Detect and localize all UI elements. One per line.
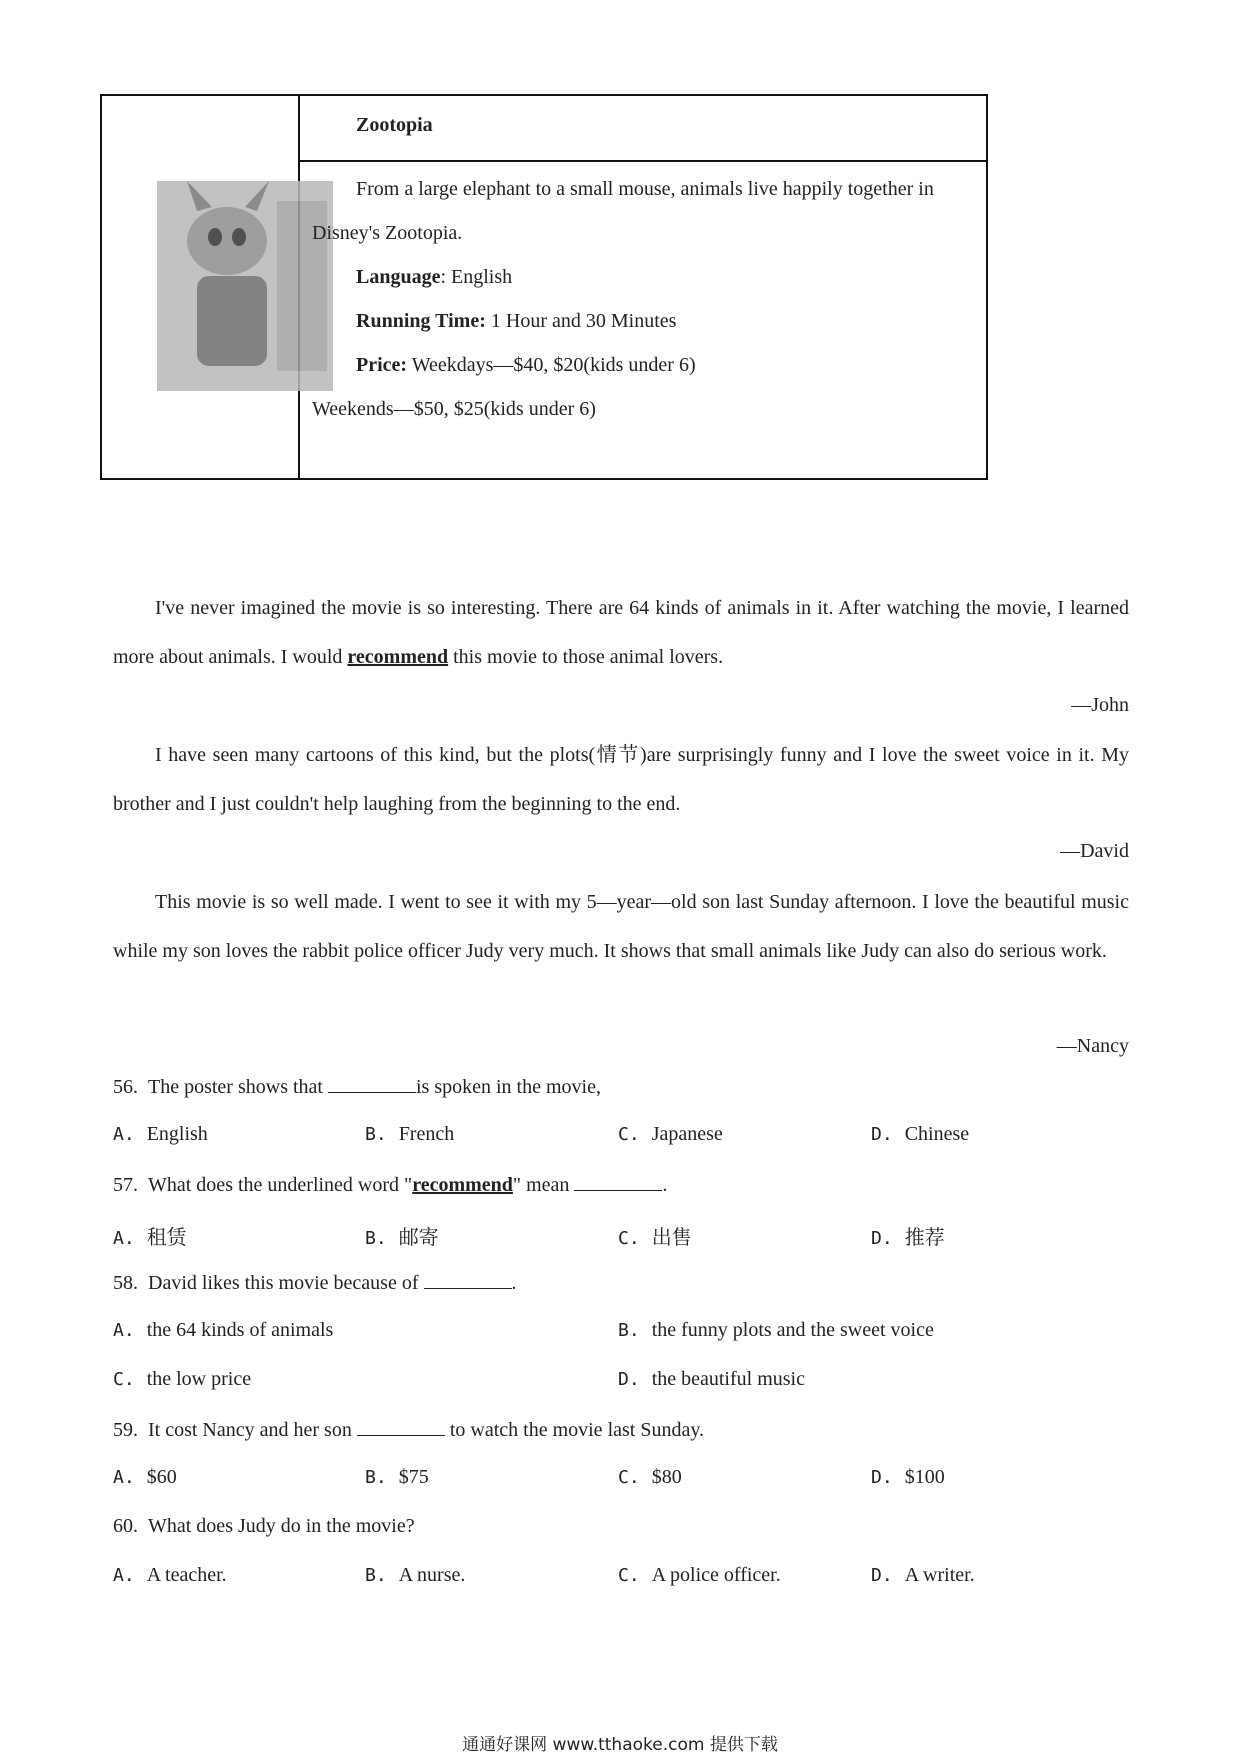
poster-price-weekends: Weekends—$50, $25(kids under 6) (312, 398, 596, 420)
question-60 (113, 1515, 415, 1538)
option-a[interactable]: A. A teacher. (113, 1564, 227, 1586)
answer-blank (574, 1172, 662, 1191)
option-c[interactable]: C. Japanese (618, 1123, 723, 1145)
review-author: —Nancy (1056, 1035, 1129, 1057)
underlined-word: recommend (412, 1174, 513, 1196)
price-weekdays: Weekdays—$40, $20(kids under 6) (407, 354, 696, 376)
poster-description-line2: Disney's Zootopia. (312, 222, 463, 244)
review-text: This movie is so well made. I went to see it with my 5—year—old son last Sunday afternoon. I love the beautiful music while my son loves the rabbit police officer Judy very much. It shows that small animals like Judy can also do serious work. (113, 891, 1129, 962)
question-58 (113, 1270, 517, 1295)
review-author: —John (1071, 694, 1129, 716)
answer-blank (357, 1417, 445, 1436)
question-59 (113, 1417, 704, 1442)
option-d[interactable]: D. A writer. (871, 1564, 975, 1586)
option-a[interactable]: A. $60 (113, 1466, 177, 1488)
poster-running-time (356, 310, 676, 333)
option-a[interactable]: A. English (113, 1123, 208, 1145)
language-value: : English (440, 266, 513, 288)
question-text: is spoken in the movie, (415, 1076, 601, 1098)
option-a[interactable]: A. the 64 kinds of animals (113, 1319, 334, 1341)
question-text: The poster shows that (148, 1076, 328, 1098)
question-text: David likes this movie because of (148, 1272, 424, 1294)
option-c[interactable]: C. $80 (618, 1466, 682, 1488)
question-number: 57. (113, 1174, 138, 1196)
question-number: 59. (113, 1419, 138, 1441)
review-john (113, 584, 1129, 681)
option-b[interactable]: B. $75 (365, 1466, 429, 1488)
poster-language (356, 266, 512, 289)
answer-blank (328, 1074, 416, 1093)
review-david (113, 731, 1129, 828)
underlined-word: recommend (347, 645, 449, 668)
poster-divider-horizontal (298, 160, 986, 162)
option-d[interactable]: D. 推荐 (871, 1227, 945, 1249)
movie-still-image (157, 181, 333, 391)
poster-title: Zootopia (356, 114, 433, 136)
language-label: Language (356, 266, 441, 288)
poster-price (356, 354, 696, 377)
option-b[interactable]: B. the funny plots and the sweet voice (618, 1319, 934, 1341)
option-c[interactable]: C. A police officer. (618, 1564, 781, 1586)
movie-poster (100, 94, 988, 480)
page-footer: 通通好课网 www.tthaoke.com 提供下载 (462, 1735, 778, 1755)
question-text: . (662, 1174, 668, 1196)
option-d[interactable]: D. the beautiful music (618, 1368, 805, 1390)
question-56 (113, 1074, 601, 1099)
question-number: 58. (113, 1272, 138, 1294)
option-c[interactable]: C. the low price (113, 1368, 252, 1390)
review-text: I have seen many cartoons of this kind, but the plots(情节)are surprisingly funny and I love the sweet voice in it. My brother and I just couldn't help laughing from the beginning to the end. (113, 744, 1129, 815)
running-time-label: Running Time: (356, 310, 486, 332)
question-text: " mean (512, 1174, 575, 1196)
running-time-value: 1 Hour and 30 Minutes (485, 310, 677, 332)
question-text: to watch the movie last Sunday. (444, 1419, 705, 1441)
option-a[interactable]: A. 租赁 (113, 1227, 187, 1249)
question-number: 60. (113, 1515, 138, 1537)
option-c[interactable]: C. 出售 (618, 1227, 692, 1249)
question-57 (113, 1172, 667, 1197)
poster-description-line1: From a large elephant to a small mouse, animals live happily together in (356, 178, 934, 200)
question-text: What does Judy do in the movie? (148, 1515, 415, 1537)
option-d[interactable]: D. $100 (871, 1466, 945, 1488)
question-text: . (511, 1272, 517, 1294)
option-b[interactable]: B. French (365, 1123, 455, 1145)
option-b[interactable]: B. A nurse. (365, 1564, 466, 1586)
review-text: I've never imagined the movie is so interesting. There are 64 kinds of animals in it. After watching the movie, I learned more about animals. I would (113, 597, 1129, 668)
option-b[interactable]: B. 邮寄 (365, 1227, 439, 1249)
question-text: It cost Nancy and her son (148, 1419, 357, 1441)
question-number: 56. (113, 1076, 138, 1098)
answer-blank (424, 1270, 512, 1289)
review-nancy (113, 878, 1129, 975)
review-text: this movie to those animal lovers. (448, 645, 724, 668)
option-d[interactable]: D. Chinese (871, 1123, 970, 1145)
review-author: —David (1060, 840, 1129, 862)
price-label: Price: (356, 354, 408, 376)
question-text: What does the underlined word " (148, 1174, 413, 1196)
